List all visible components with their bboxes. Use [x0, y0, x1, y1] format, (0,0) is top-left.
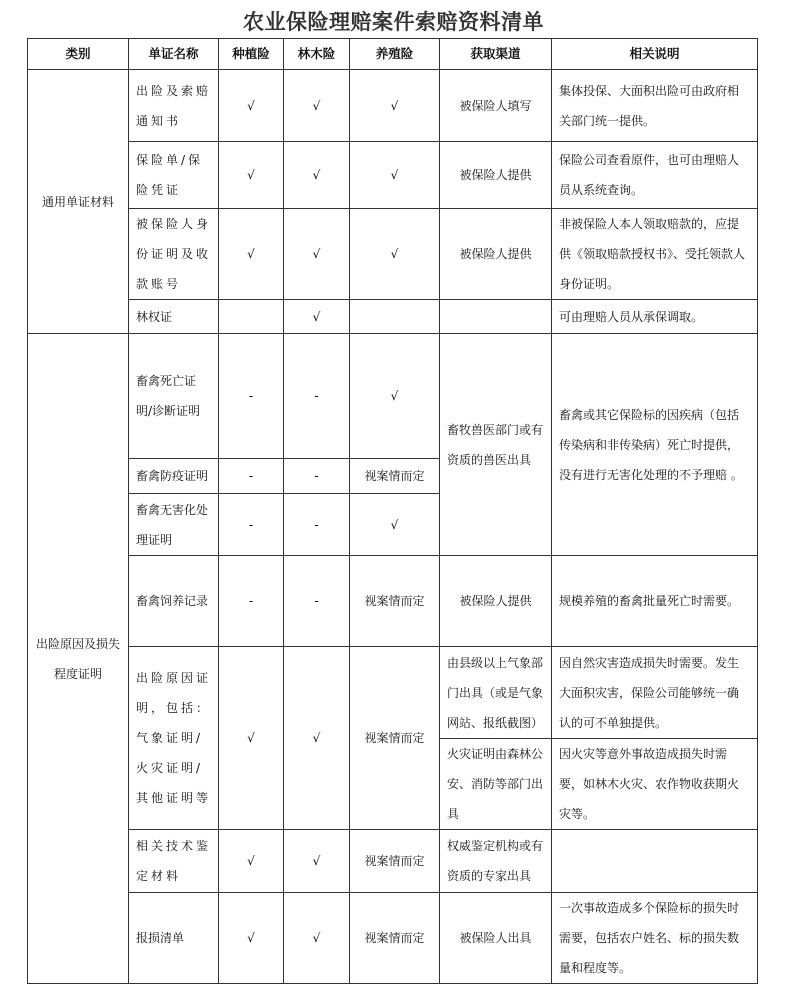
header-channel: 获取渠道	[440, 39, 552, 70]
livestock-mark: 视案情而定	[350, 830, 440, 893]
livestock-mark: √	[350, 209, 440, 300]
livestock-mark	[350, 300, 440, 334]
document-title: 农业保险理赔案件索赔资料清单	[243, 9, 544, 34]
table-row	[28, 142, 758, 209]
document-name: 畜禽防疫证明	[129, 459, 219, 494]
document-name: 出险及索赔通知书	[129, 70, 219, 142]
livestock-mark: 视案情而定	[350, 647, 440, 830]
forest-mark: -	[284, 494, 350, 556]
channel-cell: 火灾证明由森林公安、消防等部门出具	[440, 739, 552, 830]
livestock-mark: √	[350, 70, 440, 142]
channel-cell: 被保险人提供	[440, 142, 552, 209]
document-name: 畜禽无害化处理证明	[129, 494, 219, 556]
table-row	[28, 209, 758, 300]
note-cell: 集体投保、大面积出险可由政府相关部门统一提供。	[552, 70, 758, 142]
channel-cell: 由县级以上气象部门出具（或是气象网站、报纸截图）	[440, 647, 552, 739]
crop-mark: -	[219, 494, 284, 556]
note-cell: 可由理赔人员从承保调取。	[552, 300, 758, 334]
table-row	[28, 647, 758, 739]
note-cell: 保险公司查看原件，也可由理赔人员从系统查询。	[552, 142, 758, 209]
document-name: 畜禽饲养记录	[129, 556, 219, 647]
document-name: 报损清单	[129, 893, 219, 984]
channel-cell: 被保险人出具	[440, 893, 552, 984]
forest-mark: -	[284, 459, 350, 494]
forest-mark: √	[284, 893, 350, 984]
note-cell: 规模养殖的畜禽批量死亡时需要。	[552, 556, 758, 647]
table-row	[28, 893, 758, 984]
crop-mark	[219, 300, 284, 334]
note-cell: 因火灾等意外事故造成损失时需要，如林木火灾、农作物收获期火灾等。	[552, 739, 758, 830]
crop-mark: √	[219, 893, 284, 984]
forest-mark: √	[284, 209, 350, 300]
note-cell: 因自然灾害造成损失时需要。发生大面积灾害，保险公司能够统一确认的可不单独提供。	[552, 647, 758, 739]
channel-cell: 被保险人提供	[440, 556, 552, 647]
note-cell: 非被保险人本人领取赔款的，应提供《领取赔款授权书》、受托领款人身份证明。	[552, 209, 758, 300]
note-cell: 畜禽或其它保险标的因疾病（包括传染病和非传染病）死亡时提供，没有进行无害化处理的不予理赔 。	[552, 334, 758, 556]
document-name: 林权证	[129, 300, 219, 334]
crop-mark: -	[219, 556, 284, 647]
crop-mark: √	[219, 647, 284, 830]
livestock-mark: 视案情而定	[350, 893, 440, 984]
header-crop-insurance: 种植险	[219, 39, 284, 70]
livestock-mark: √	[350, 142, 440, 209]
crop-mark: √	[219, 70, 284, 142]
crop-mark: √	[219, 209, 284, 300]
channel-cell	[440, 300, 552, 334]
crop-mark: -	[219, 459, 284, 494]
header-livestock-insurance: 养殖险	[350, 39, 440, 70]
livestock-mark: 视案情而定	[350, 556, 440, 647]
table-row	[28, 334, 758, 459]
category-cause-proof: 出险原因及损失程度证明	[28, 334, 129, 984]
forest-mark: -	[284, 334, 350, 459]
header-document-name: 单证名称	[129, 39, 219, 70]
header-forest-insurance: 林木险	[284, 39, 350, 70]
header-notes: 相关说明	[552, 39, 758, 70]
crop-mark: -	[219, 334, 284, 459]
forest-mark: √	[284, 70, 350, 142]
crop-mark: √	[219, 142, 284, 209]
channel-cell: 畜牧兽医部门或有资质的兽医出具	[440, 334, 552, 556]
livestock-mark: √	[350, 494, 440, 556]
document-name: 保险单/保险凭证	[129, 142, 219, 209]
forest-mark: √	[284, 647, 350, 830]
forest-mark: √	[284, 142, 350, 209]
document-name: 畜禽死亡证明/诊断证明	[129, 334, 219, 459]
category-general: 通用单证材料	[28, 70, 129, 334]
document-name: 相关技术鉴定材料	[129, 830, 219, 893]
table-row	[28, 556, 758, 647]
table-row	[28, 830, 758, 893]
document-name: 出险原因证明，包括：气象证明/火灾证明/其他证明等	[129, 647, 219, 830]
claims-documents-table	[27, 38, 758, 984]
channel-cell: 权威鉴定机构或有资质的专家出具	[440, 830, 552, 893]
note-cell	[552, 830, 758, 893]
crop-mark: √	[219, 830, 284, 893]
note-cell: 一次事故造成多个保险标的损失时需要，包括农户姓名、标的损失数量和程度等。	[552, 893, 758, 984]
livestock-mark: √	[350, 334, 440, 459]
header-category: 类别	[28, 39, 129, 70]
forest-mark: √	[284, 830, 350, 893]
document-name: 被保险人身份证明及收款账号	[129, 209, 219, 300]
forest-mark: -	[284, 556, 350, 647]
table-row	[28, 70, 758, 142]
channel-cell: 被保险人填写	[440, 70, 552, 142]
channel-cell: 被保险人提供	[440, 209, 552, 300]
livestock-mark: 视案情而定	[350, 459, 440, 494]
table-header-row	[28, 39, 758, 70]
table-row	[28, 300, 758, 334]
forest-mark: √	[284, 300, 350, 334]
